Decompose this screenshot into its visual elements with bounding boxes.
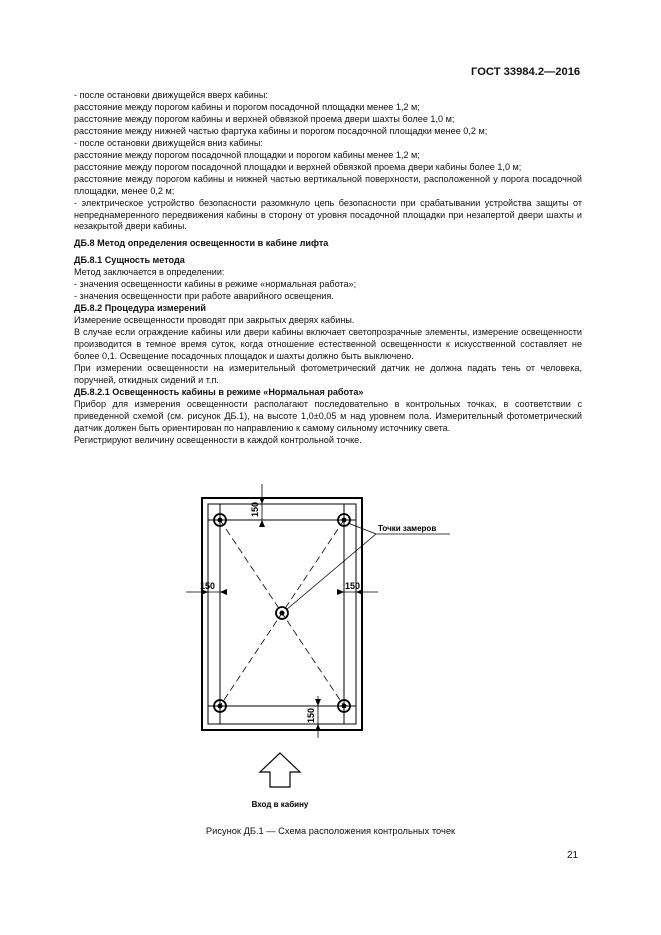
paragraph-line: Измерение освещенности проводят при закрытых дверях кабины. — [74, 315, 355, 326]
standard-number: ГОСТ 33984.2—2016 — [471, 66, 581, 78]
paragraph-line: расстояние между нижней частью фартука кабины и порогом посадочной площадки менее 0,2 м; — [74, 125, 488, 136]
paragraph-line: расстояние между порогом кабины и нижней частью вертикальной поверхности, расположенной у порога посадочной площадки, менее 0,2 м; — [74, 173, 582, 196]
section-heading: ДБ.8 Метод определения освещенности в кабине лифта — [74, 238, 329, 249]
paragraph-line: Регистрируют величину освещенности в каждой контрольной точке. — [74, 434, 362, 445]
list-item: - после остановки движущейся вниз кабины: — [74, 137, 263, 148]
cabin-scheme-drawing — [150, 480, 510, 820]
paragraph-line: расстояние между порогом кабины и верхней обвязкой проема двери шахты более 1,0 м; — [74, 113, 455, 124]
list-item: - значения освещенности кабины в режиме «нормальная работа»; — [74, 279, 357, 290]
subsection-heading: ДБ.8.2 Процедура измерений — [74, 303, 206, 314]
subsection-heading: ДБ.8.1 Сущность метода — [74, 255, 185, 266]
figure-caption: Рисунок ДБ.1 — Схема расположения контрольных точек — [205, 826, 456, 836]
subsection-heading: ДБ.8.2.1 Освещенность кабины в режиме «Нормальная работа» — [74, 386, 364, 397]
dimension-bottom-label: 150 — [306, 707, 316, 723]
paragraph: При измерении освещенности на измерительный фотометрический датчик не должна падать тень от человека, поручней, откидных сидений и т.п. — [74, 362, 582, 385]
paragraph-line: расстояние между порогом кабины и порогом посадочной площадки менее 1,2 м; — [74, 101, 420, 112]
paragraph-line: - электрическое устройство безопасности разомкнуло цепь безопасности при срабатывании устройства защиты от непреднамеренного передвижения кабины в сторону от уровня посадочной площадки при незапертой двери шахты и незакрытой двери кабины. — [74, 197, 582, 232]
entrance-arrow-icon — [260, 753, 300, 787]
paragraph-line: Метод заключается в определении: — [74, 267, 225, 278]
dimension-right-label: 150 — [345, 581, 361, 591]
figure-cabin-scheme — [150, 480, 510, 825]
paragraph: В случае если ограждение кабины или двери кабины включает светопрозрачные элементы, измерение освещенности производится в темное время суток, когда отношение естественной освещенности к искусственной составляет не более 0,1. Освещение посадочных площадок и шахты должно быть выключено. — [74, 327, 582, 362]
paragraph: Прибор для измерения освещенности располагают последовательно в контрольных точках, в соответствии с приведенной схемой (см. рисунок ДБ.1), на высоте 1,0±0,05 м над уровнем пола. Измерительный фотометрический датчик должен быть ориентирован по направлению к самому сильному источнику света. — [74, 398, 582, 433]
measurement-point — [276, 607, 288, 619]
entrance-label: Вход в кабину — [251, 800, 309, 809]
dimension-top-label: 150 — [250, 501, 260, 517]
page-number: 21 — [567, 850, 579, 861]
document-body — [74, 90, 582, 447]
paragraph-line: расстояние между порогом посадочной площадки и верхней обвязкой проема двери кабины более 1,0 м; — [74, 161, 522, 172]
dimension-left-label: 150 — [200, 581, 216, 591]
list-item: - значения освещенности при работе аварийного освещения. — [74, 291, 334, 302]
measurement-points-label: Точки замеров — [378, 524, 437, 533]
list-item: - после остановки движущейся вверх кабины: — [74, 90, 268, 100]
paragraph-line: расстояние между порогом посадочной площадки и порогом кабины менее 1,2 м; — [74, 149, 420, 160]
